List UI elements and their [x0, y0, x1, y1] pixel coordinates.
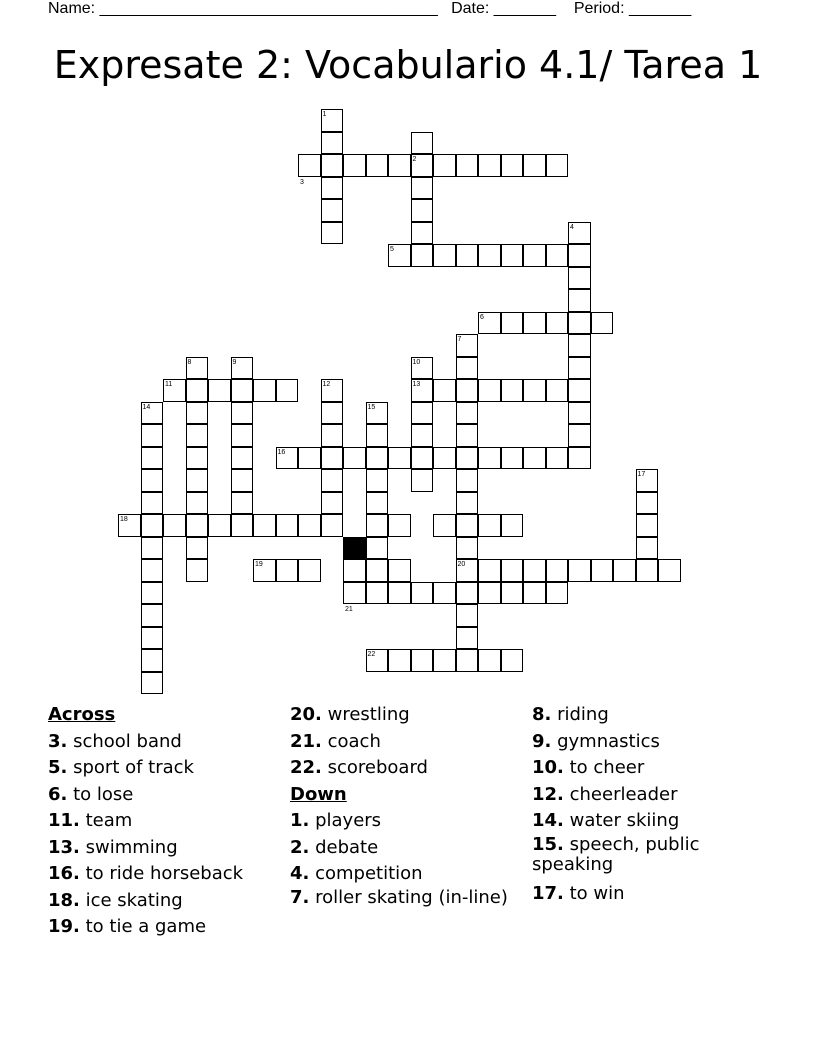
clue-number: 21	[345, 606, 353, 613]
clue-item	[290, 888, 530, 908]
clue-text: to ride horseback	[79, 863, 244, 884]
grid-cell[interactable]	[613, 559, 636, 582]
grid-cell[interactable]	[478, 379, 501, 402]
clue-item	[532, 881, 772, 908]
grid-cell[interactable]	[523, 244, 546, 267]
grid-cell[interactable]	[456, 649, 479, 672]
clue-number: 11	[165, 381, 173, 388]
grid-cell[interactable]	[568, 334, 591, 357]
clue-number: 3	[300, 178, 304, 186]
grid-cell[interactable]	[231, 447, 254, 470]
clue-number: 1	[322, 111, 327, 118]
clues-column-1	[48, 702, 288, 941]
period-blank[interactable]: _______	[628, 0, 692, 17]
date-label: Date:	[451, 0, 494, 17]
period-label: Period:	[573, 0, 629, 17]
grid-cell[interactable]	[456, 244, 479, 267]
grid-cell[interactable]	[366, 559, 389, 582]
clue-item	[48, 861, 288, 888]
down-clue-list-continued	[532, 702, 772, 907]
clue-number: 17	[637, 471, 646, 478]
grid-cell[interactable]	[456, 604, 479, 627]
grid-cell[interactable]	[253, 379, 276, 402]
grid-cell[interactable]	[388, 559, 411, 582]
clue-number: 8	[187, 358, 192, 366]
clue-item	[532, 782, 772, 809]
grid-cell[interactable]	[433, 154, 456, 177]
grid-cell[interactable]	[231, 514, 254, 537]
grid-cell[interactable]	[366, 469, 389, 492]
grid-cell[interactable]	[411, 447, 434, 470]
down-clue-list	[290, 808, 530, 908]
across-clue-list	[48, 729, 288, 941]
clue-number-label: 3.	[48, 730, 68, 752]
grid-cell[interactable]	[141, 649, 164, 672]
clue-text: swimming	[79, 836, 178, 858]
name-blank[interactable]: ______________________________________	[99, 0, 438, 17]
grid-cell[interactable]	[321, 177, 344, 200]
grid-cell[interactable]	[478, 244, 501, 267]
clue-number-label: 15.	[532, 833, 564, 855]
clue-item	[532, 729, 772, 756]
clues-column-3	[532, 702, 772, 907]
clue-text: gymnastics	[551, 730, 660, 752]
clue-number-label: 20.	[290, 704, 322, 725]
grid-cell[interactable]	[546, 379, 569, 402]
grid-cell[interactable]	[366, 492, 389, 515]
grid-cell[interactable]	[186, 559, 209, 582]
grid-cell[interactable]	[388, 154, 411, 177]
clue-item	[48, 729, 288, 756]
grid-cell[interactable]	[456, 514, 479, 537]
grid-cell[interactable]	[658, 559, 681, 582]
grid-cell[interactable]	[568, 402, 591, 425]
grid-cell[interactable]	[231, 379, 254, 402]
clue-number-label: 6.	[48, 783, 68, 805]
clue-number: 19	[255, 561, 263, 568]
grid-cell[interactable]	[411, 199, 434, 222]
grid-cell[interactable]	[343, 154, 366, 177]
clue-item	[48, 888, 288, 915]
clue-text: to lose	[67, 783, 134, 805]
clue-number: 12	[322, 381, 331, 388]
across-clue-list-continued	[290, 702, 530, 782]
grid-cell[interactable]	[478, 514, 501, 537]
grid-cell[interactable]	[388, 649, 411, 672]
clue-text: debate	[309, 836, 379, 858]
grid-cell[interactable]	[636, 559, 659, 582]
clue-item	[532, 835, 772, 875]
grid-cell[interactable]	[568, 267, 591, 290]
grid-cell[interactable]	[186, 447, 209, 470]
clue-number: 7	[457, 336, 462, 343]
grid-cell[interactable]	[276, 379, 299, 402]
clue-text: school band	[67, 730, 182, 752]
clue-number: 13	[412, 381, 421, 388]
grid-cell[interactable]	[411, 177, 434, 200]
grid-cell[interactable]	[456, 582, 479, 605]
grid-cell[interactable]	[321, 469, 344, 492]
grid-cell[interactable]	[366, 514, 389, 537]
grid-cell[interactable]	[501, 312, 524, 335]
date-blank[interactable]: _______	[493, 0, 557, 17]
grid-cell[interactable]	[343, 582, 366, 605]
header-line	[48, 0, 691, 18]
clue-number-label: 8.	[532, 704, 552, 725]
clue-item	[290, 808, 530, 835]
clue-number-label: 18.	[48, 889, 80, 911]
grid-cell[interactable]	[411, 244, 434, 267]
grid-cell[interactable]	[636, 514, 659, 537]
grid-cell[interactable]	[186, 492, 209, 515]
grid-cell[interactable]	[478, 649, 501, 672]
clue-number: 2	[412, 156, 417, 163]
grid-cell[interactable]	[501, 447, 524, 470]
grid-cell[interactable]	[141, 447, 164, 470]
clue-number: 6	[480, 313, 484, 321]
clue-item	[290, 755, 530, 782]
clue-text: coach	[321, 730, 381, 752]
grid-cell[interactable]	[501, 559, 524, 582]
clue-number: 16	[277, 448, 286, 456]
grid-cell[interactable]	[186, 469, 209, 492]
clue-number-label: 7.	[290, 886, 310, 908]
clue-number: 14	[142, 403, 151, 411]
grid-cell[interactable]	[208, 379, 231, 402]
clue-number-label: 22.	[290, 757, 322, 778]
clue-item	[290, 835, 530, 862]
clue-text: to cheer	[563, 757, 645, 778]
grid-cell[interactable]	[141, 424, 164, 447]
grid-cell[interactable]	[433, 244, 456, 267]
grid-cell[interactable]	[546, 154, 569, 177]
clue-number: 15	[367, 403, 376, 411]
grid-cell[interactable]	[141, 604, 164, 627]
grid-cell[interactable]	[456, 537, 479, 560]
grid-cell[interactable]	[456, 154, 479, 177]
clue-number-label: 9.	[532, 730, 552, 752]
grid-cell[interactable]	[546, 582, 569, 605]
grid-cell[interactable]	[411, 424, 434, 447]
clue-number-label: 21.	[290, 730, 322, 752]
clue-number-label: 5.	[48, 757, 68, 778]
clue-number: 20	[457, 561, 466, 568]
grid-cell[interactable]	[141, 469, 164, 492]
clue-number-label: 11.	[48, 810, 80, 831]
grid-cell[interactable]	[321, 222, 344, 245]
grid-cell[interactable]	[186, 379, 209, 402]
grid-cell[interactable]	[523, 154, 546, 177]
grid-cell[interactable]	[433, 582, 456, 605]
grid-cell[interactable]	[388, 582, 411, 605]
grid-cell[interactable]	[411, 222, 434, 245]
grid-cell[interactable]	[411, 582, 434, 605]
grid-cell[interactable]	[568, 357, 591, 380]
clue-text: team	[79, 810, 133, 831]
grid-cell[interactable]	[456, 424, 479, 447]
grid-cell[interactable]	[366, 537, 389, 560]
clues-column-2	[290, 702, 530, 914]
grid-cell[interactable]	[478, 447, 501, 470]
clue-item	[532, 702, 772, 729]
grid-cell[interactable]	[433, 649, 456, 672]
grid-cell[interactable]	[456, 469, 479, 492]
clue-number-label: 13.	[48, 836, 80, 858]
grid-cell[interactable]	[141, 537, 164, 560]
grid-cell[interactable]	[636, 537, 659, 560]
grid-cell[interactable]	[433, 447, 456, 470]
clue-item	[48, 782, 288, 809]
grid-cell[interactable]	[186, 424, 209, 447]
clue-number: 18	[120, 516, 128, 523]
grid-cell[interactable]	[478, 559, 501, 582]
grid-cell[interactable]	[366, 424, 389, 447]
clue-text: players	[309, 810, 382, 831]
grid-cell[interactable]	[298, 447, 321, 470]
grid-cell[interactable]	[321, 132, 344, 155]
grid-cell[interactable]	[321, 514, 344, 537]
grid-cell[interactable]	[568, 312, 591, 335]
name-label: Name:	[48, 0, 100, 17]
clue-number-label: 10.	[532, 757, 564, 778]
clue-text: to win	[563, 882, 625, 904]
grid-cell[interactable]	[163, 514, 186, 537]
grid-cell[interactable]	[141, 627, 164, 650]
black-cell	[343, 537, 366, 560]
clue-text: water skiing	[563, 810, 680, 831]
grid-cell[interactable]	[523, 582, 546, 605]
clue-item	[290, 861, 530, 888]
grid-cell[interactable]	[411, 132, 434, 155]
grid-cell[interactable]	[411, 402, 434, 425]
grid-cell[interactable]	[141, 672, 164, 695]
clue-number-label: 4.	[290, 863, 310, 884]
grid-cell[interactable]	[321, 154, 344, 177]
clue-item	[290, 729, 530, 756]
grid-cell[interactable]	[568, 379, 591, 402]
grid-cell[interactable]	[591, 559, 614, 582]
grid-cell[interactable]	[321, 402, 344, 425]
grid-cell[interactable]	[456, 492, 479, 515]
clue-item	[48, 808, 288, 835]
clue-text: competition	[309, 863, 423, 884]
grid-cell[interactable]	[523, 312, 546, 335]
grid-cell[interactable]	[568, 424, 591, 447]
grid-cell[interactable]	[366, 447, 389, 470]
grid-cell[interactable]	[298, 514, 321, 537]
clue-text: wrestling	[321, 704, 410, 725]
clue-number: 9	[232, 358, 237, 366]
grid-cell[interactable]	[141, 559, 164, 582]
grid-cell[interactable]	[501, 379, 524, 402]
clue-text: scoreboard	[321, 757, 428, 778]
grid-cell[interactable]	[208, 514, 231, 537]
grid-cell[interactable]	[253, 514, 276, 537]
clue-number-label: 16.	[48, 863, 80, 884]
grid-cell[interactable]	[456, 627, 479, 650]
grid-cell[interactable]	[298, 154, 321, 177]
clue-number: 4	[570, 223, 574, 231]
clue-number-label: 1.	[290, 810, 310, 831]
grid-cell[interactable]	[343, 447, 366, 470]
clue-item	[48, 835, 288, 862]
grid-cell[interactable]	[388, 447, 411, 470]
clue-number: 22	[367, 651, 376, 658]
grid-cell[interactable]	[186, 402, 209, 425]
grid-cell[interactable]	[141, 514, 164, 537]
clue-item	[532, 755, 772, 782]
grid-cell[interactable]	[388, 514, 411, 537]
grid-cell[interactable]	[523, 559, 546, 582]
grid-cell[interactable]	[186, 537, 209, 560]
page-title: Expresate 2: Vocabulario 4.1/ Tarea 1	[53, 43, 763, 87]
clue-number: 5	[390, 246, 394, 253]
grid-cell[interactable]	[591, 312, 614, 335]
grid-cell[interactable]	[546, 244, 569, 267]
grid-cell[interactable]	[523, 447, 546, 470]
grid-cell[interactable]	[141, 582, 164, 605]
grid-cell[interactable]	[636, 492, 659, 515]
grid-cell[interactable]	[231, 469, 254, 492]
grid-cell[interactable]	[546, 447, 569, 470]
clue-text: ice skating	[79, 889, 183, 911]
clue-text: speech, public speaking	[532, 833, 700, 875]
grid-cell[interactable]	[298, 559, 321, 582]
clue-item	[48, 914, 288, 941]
grid-cell[interactable]	[456, 379, 479, 402]
grid-cell[interactable]	[523, 379, 546, 402]
grid-cell[interactable]	[411, 469, 434, 492]
clue-text: riding	[551, 704, 609, 725]
grid-cell[interactable]	[433, 514, 456, 537]
grid-cell[interactable]	[343, 559, 366, 582]
clue-text: cheerleader	[563, 783, 678, 805]
clue-text: to tie a game	[79, 916, 207, 937]
grid-cell[interactable]	[456, 357, 479, 380]
grid-cell[interactable]	[321, 424, 344, 447]
grid-cell[interactable]	[501, 649, 524, 672]
grid-cell[interactable]	[321, 199, 344, 222]
grid-cell[interactable]	[141, 492, 164, 515]
grid-cell[interactable]	[568, 559, 591, 582]
grid-cell[interactable]	[568, 289, 591, 312]
grid-cell[interactable]	[456, 402, 479, 425]
grid-cell[interactable]	[501, 514, 524, 537]
grid-cell[interactable]	[568, 244, 591, 267]
grid-cell[interactable]	[568, 447, 591, 470]
clue-number-label: 14.	[532, 810, 564, 831]
grid-cell[interactable]	[186, 514, 209, 537]
grid-cell[interactable]	[501, 582, 524, 605]
grid-cell[interactable]	[231, 492, 254, 515]
clue-number: 10	[412, 358, 421, 366]
across-heading: Across	[48, 704, 116, 725]
grid-cell[interactable]	[478, 154, 501, 177]
grid-cell[interactable]	[366, 582, 389, 605]
grid-cell[interactable]	[321, 447, 344, 470]
grid-cell[interactable]	[321, 492, 344, 515]
grid-cell[interactable]	[276, 559, 299, 582]
grid-cell[interactable]	[433, 379, 456, 402]
grid-cell[interactable]	[366, 154, 389, 177]
clue-number-label: 12.	[532, 783, 564, 805]
grid-cell[interactable]	[231, 424, 254, 447]
grid-cell[interactable]	[411, 649, 434, 672]
clue-item	[532, 808, 772, 835]
clue-item	[290, 702, 530, 729]
grid-cell[interactable]	[501, 154, 524, 177]
grid-cell[interactable]	[546, 312, 569, 335]
clue-number-label: 2.	[290, 836, 310, 858]
grid-cell[interactable]	[231, 402, 254, 425]
clue-item	[48, 755, 288, 782]
grid-cell[interactable]	[501, 244, 524, 267]
clue-number-label: 17.	[532, 882, 564, 904]
clue-text: roller skating (in-line)	[309, 886, 508, 908]
clue-text: sport of track	[67, 757, 194, 778]
grid-cell[interactable]	[478, 582, 501, 605]
grid-cell[interactable]	[546, 559, 569, 582]
clue-number-label: 19.	[48, 916, 80, 937]
grid-cell[interactable]	[276, 514, 299, 537]
down-heading: Down	[290, 783, 347, 805]
grid-cell[interactable]	[456, 447, 479, 470]
